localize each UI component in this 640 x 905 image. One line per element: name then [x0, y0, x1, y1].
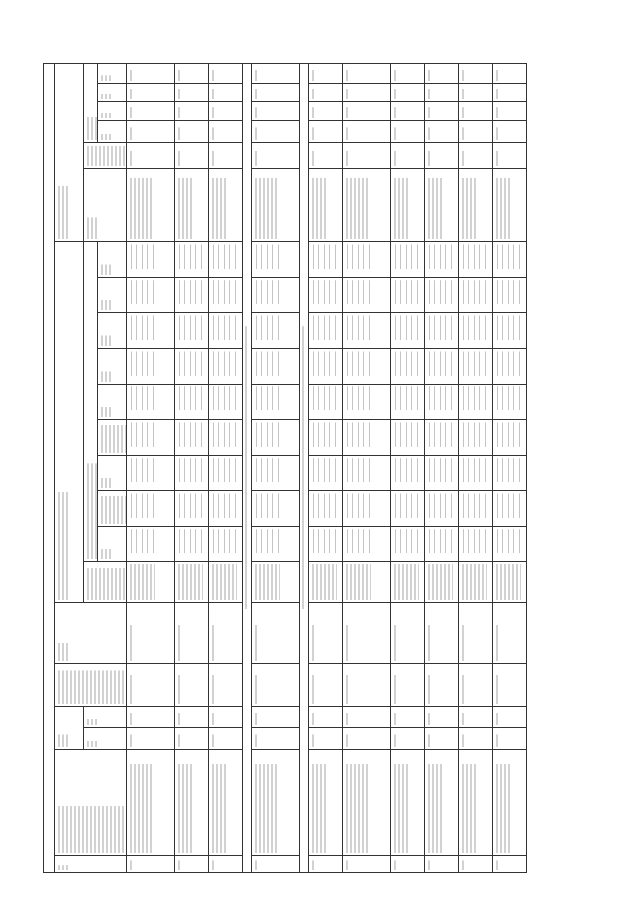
table-cell [308, 384, 342, 420]
table-cell [308, 242, 342, 278]
header-cell-number [55, 856, 127, 873]
table-cell [175, 313, 209, 349]
table-cell [308, 455, 342, 491]
header-cell-source [55, 602, 127, 664]
table-cell [209, 856, 243, 873]
table-cell [175, 102, 209, 121]
table-cell [342, 102, 390, 121]
table-cell [209, 242, 243, 278]
table-row [390, 64, 424, 873]
table-cell [492, 491, 526, 527]
table-cell [424, 83, 458, 102]
table-cell [209, 455, 243, 491]
table-cell [308, 142, 342, 168]
table-cell [308, 121, 342, 142]
section-heading-2 [299, 64, 308, 873]
table-cell [175, 242, 209, 278]
table-row [252, 64, 300, 873]
table-cell [342, 856, 390, 873]
table-cell [492, 83, 526, 102]
table-cell [308, 168, 342, 242]
table-cell [342, 728, 390, 749]
table-cell [209, 277, 243, 313]
table-row [492, 64, 526, 873]
table-cell [342, 121, 390, 142]
table-cell [252, 664, 300, 707]
header-cell-year-1 [98, 526, 127, 562]
table-cell [458, 384, 492, 420]
table-cell [424, 64, 458, 84]
table-cell [209, 420, 243, 456]
table-cell [175, 168, 209, 242]
section-heading-cell [299, 64, 308, 873]
table-cell [390, 121, 424, 142]
header-cell-year-6 [98, 277, 127, 313]
table-cell [252, 277, 300, 313]
table-cell [492, 856, 526, 873]
table-cell [127, 83, 175, 102]
table-cell [342, 602, 390, 664]
table-cell [127, 64, 175, 84]
table-cell [458, 749, 492, 856]
table-cell [308, 420, 342, 456]
table-cell [424, 313, 458, 349]
table-cell [458, 142, 492, 168]
table-cell [492, 142, 526, 168]
table-cell [390, 856, 424, 873]
table-cell [252, 313, 300, 349]
table-cell [308, 83, 342, 102]
table-cell [308, 856, 342, 873]
table-cell [252, 707, 300, 728]
table-cell [342, 168, 390, 242]
table-row [175, 64, 209, 873]
table-cell [342, 83, 390, 102]
table-cell [424, 420, 458, 456]
table-cell [424, 102, 458, 121]
header-cell-responsible [55, 664, 127, 707]
table-cell [390, 64, 424, 84]
table-cell [127, 277, 175, 313]
table-cell [209, 728, 243, 749]
header-cell-year-2 [98, 455, 127, 491]
table-cell [127, 242, 175, 278]
table-cell [308, 102, 342, 121]
table-cell [424, 242, 458, 278]
table-cell [252, 728, 300, 749]
header-cell-total [84, 562, 127, 602]
table-cell [458, 491, 492, 527]
table-cell [390, 707, 424, 728]
table-cell [127, 168, 175, 242]
table-cell [127, 491, 175, 527]
table-cell [252, 749, 300, 856]
table-cell [492, 707, 526, 728]
table-cell [424, 168, 458, 242]
table-cell [390, 664, 424, 707]
header-cell-indicators [55, 64, 84, 242]
table-cell [424, 384, 458, 420]
table-cell [342, 349, 390, 385]
section-heading-1 [243, 64, 252, 873]
table-cell [390, 313, 424, 349]
table-row [127, 64, 175, 873]
table-cell [209, 168, 243, 242]
table-cell [127, 455, 175, 491]
table-cell [458, 242, 492, 278]
table-cell [390, 83, 424, 102]
table-cell [458, 277, 492, 313]
table-cell [252, 168, 300, 242]
table-cell [175, 420, 209, 456]
table-cell [458, 168, 492, 242]
table-cell [342, 142, 390, 168]
table-cell [308, 491, 342, 527]
table-cell [308, 313, 342, 349]
table-cell [390, 102, 424, 121]
table-cell [424, 455, 458, 491]
table-cell [175, 707, 209, 728]
table-cell [342, 64, 390, 84]
table-cell [390, 242, 424, 278]
table-cell [390, 562, 424, 602]
table-cell [492, 313, 526, 349]
table-cell [252, 242, 300, 278]
table-cell [390, 526, 424, 562]
table-cell [390, 728, 424, 749]
table-cell [342, 491, 390, 527]
table-cell [308, 602, 342, 664]
header-cell-year-4 [98, 349, 127, 385]
header-cell-year-7 [98, 242, 127, 278]
table-cell [458, 64, 492, 84]
table-cell [424, 526, 458, 562]
table-cell [252, 83, 300, 102]
table-cell [209, 142, 243, 168]
table-cell [390, 749, 424, 856]
table-cell [424, 562, 458, 602]
table-cell [175, 349, 209, 385]
header-cell-year-1-sub [98, 491, 127, 527]
table-cell [175, 491, 209, 527]
table-cell [127, 384, 175, 420]
table-cell [252, 491, 300, 527]
table-cell [127, 602, 175, 664]
table-cell [209, 491, 243, 527]
table-cell [127, 749, 175, 856]
table-cell [252, 384, 300, 420]
header-cell-value-4 [98, 64, 127, 84]
table-cell [175, 728, 209, 749]
table-cell [127, 349, 175, 385]
table-cell [175, 64, 209, 84]
measures-table [43, 63, 527, 873]
table-row [342, 64, 390, 873]
table-cell [424, 602, 458, 664]
header-row-1 [55, 64, 84, 873]
table-cell [458, 313, 492, 349]
table-cell [390, 142, 424, 168]
header-cell-financing [55, 242, 84, 602]
table-cell [308, 728, 342, 749]
section-heading-cell [243, 64, 252, 873]
table-cell [458, 664, 492, 707]
table-cell [175, 455, 209, 491]
table-cell [342, 313, 390, 349]
table-cell [127, 728, 175, 749]
header-cell-unit [84, 142, 127, 168]
table-cell [492, 602, 526, 664]
table-cell [252, 455, 300, 491]
table-cell [209, 313, 243, 349]
table-cell [492, 664, 526, 707]
table-cell [390, 349, 424, 385]
table-cell [252, 562, 300, 602]
table-cell [308, 749, 342, 856]
table-cell [458, 728, 492, 749]
table-cell [424, 277, 458, 313]
header-cell-by-year [84, 242, 98, 562]
header-cell-period-start [84, 728, 127, 749]
table-cell [252, 602, 300, 664]
table-cell [342, 384, 390, 420]
table-caption [44, 64, 55, 873]
table-cell [308, 64, 342, 84]
table-cell [252, 856, 300, 873]
table-cell [342, 277, 390, 313]
table-cell [390, 420, 424, 456]
table-cell [424, 707, 458, 728]
header-cell-year-5 [98, 313, 127, 349]
table-cell [175, 142, 209, 168]
table-cell [342, 526, 390, 562]
table-cell [424, 349, 458, 385]
table-cell [492, 242, 526, 278]
table-cell [390, 491, 424, 527]
table-cell [209, 83, 243, 102]
header-cell-measure-name [55, 749, 127, 856]
table-cell [492, 64, 526, 84]
table-cell [458, 562, 492, 602]
measures-table-sheet [43, 63, 527, 873]
table-cell [209, 526, 243, 562]
table-cell [127, 420, 175, 456]
table-cell [252, 526, 300, 562]
header-cell-value-1 [98, 121, 127, 142]
table-cell [458, 602, 492, 664]
header-cell-year-3 [98, 384, 127, 420]
table-cell [127, 707, 175, 728]
table-cell [252, 420, 300, 456]
table-cell [209, 121, 243, 142]
header-cell-year-2-sub [98, 420, 127, 456]
table-cell [458, 856, 492, 873]
table-cell [252, 121, 300, 142]
header-cell-value-2 [98, 102, 127, 121]
table-cell [492, 102, 526, 121]
table-cell [458, 526, 492, 562]
header-cell-value-3 [98, 83, 127, 102]
table-row [308, 64, 342, 873]
table-cell [175, 384, 209, 420]
table-cell [390, 384, 424, 420]
table-cell [492, 384, 526, 420]
table-cell [175, 526, 209, 562]
table-cell [424, 749, 458, 856]
table-cell [492, 277, 526, 313]
table-cell [424, 491, 458, 527]
table-cell [209, 664, 243, 707]
table-cell [492, 121, 526, 142]
table-row [424, 64, 458, 873]
table-cell [209, 562, 243, 602]
table-cell [209, 64, 243, 84]
table-cell [127, 526, 175, 562]
table-cell [458, 420, 492, 456]
table-cell [308, 562, 342, 602]
table-cell [175, 121, 209, 142]
table-cell [209, 384, 243, 420]
table-cell [175, 856, 209, 873]
table-cell [492, 749, 526, 856]
table-cell [458, 349, 492, 385]
table-cell [492, 420, 526, 456]
table-cell [175, 749, 209, 856]
table-cell [492, 728, 526, 749]
table-cell [127, 121, 175, 142]
table-cell [458, 455, 492, 491]
table-cell [492, 455, 526, 491]
table-cell [390, 168, 424, 242]
table-cell [127, 102, 175, 121]
table-cell [175, 83, 209, 102]
table-cell [175, 277, 209, 313]
table-cell [175, 664, 209, 707]
table-cell [342, 420, 390, 456]
table-row [458, 64, 492, 873]
table-cell [175, 602, 209, 664]
table-cell [424, 664, 458, 707]
table-cell [209, 707, 243, 728]
table-cell [458, 121, 492, 142]
table-cell [209, 102, 243, 121]
table-cell [127, 856, 175, 873]
table-cell [342, 562, 390, 602]
table-cell [252, 64, 300, 84]
table-cell [492, 349, 526, 385]
table-cell [342, 707, 390, 728]
table-cell [308, 707, 342, 728]
table-cell [342, 455, 390, 491]
table-cell [424, 121, 458, 142]
table-cell [127, 562, 175, 602]
table-cell [175, 562, 209, 602]
table-cell [424, 728, 458, 749]
header-cell-period-end [84, 707, 127, 728]
table-cell [252, 142, 300, 168]
table-cell [342, 664, 390, 707]
table-cell [209, 349, 243, 385]
table-cell [458, 83, 492, 102]
table-cell [209, 749, 243, 856]
table-cell [424, 856, 458, 873]
table-row [209, 64, 243, 873]
table-cell [308, 664, 342, 707]
table-cell [492, 526, 526, 562]
header-cell-indicator-values [84, 64, 98, 143]
table-cell [342, 242, 390, 278]
table-cell [127, 142, 175, 168]
table-cell [308, 349, 342, 385]
table-cell [424, 142, 458, 168]
table-cell [458, 102, 492, 121]
table-cell [390, 277, 424, 313]
table-cell [308, 526, 342, 562]
table-cell [308, 277, 342, 313]
table-cell [252, 102, 300, 121]
header-cell-indicator-name [84, 168, 127, 242]
table-cell [390, 602, 424, 664]
table-cell [458, 707, 492, 728]
table-cell [209, 602, 243, 664]
table-cell [252, 349, 300, 385]
header-cell-period [55, 707, 84, 750]
table-cell [390, 455, 424, 491]
table-cell [127, 664, 175, 707]
table-cell [342, 749, 390, 856]
table-cell [492, 562, 526, 602]
table-cell [127, 313, 175, 349]
table-cell [492, 168, 526, 242]
